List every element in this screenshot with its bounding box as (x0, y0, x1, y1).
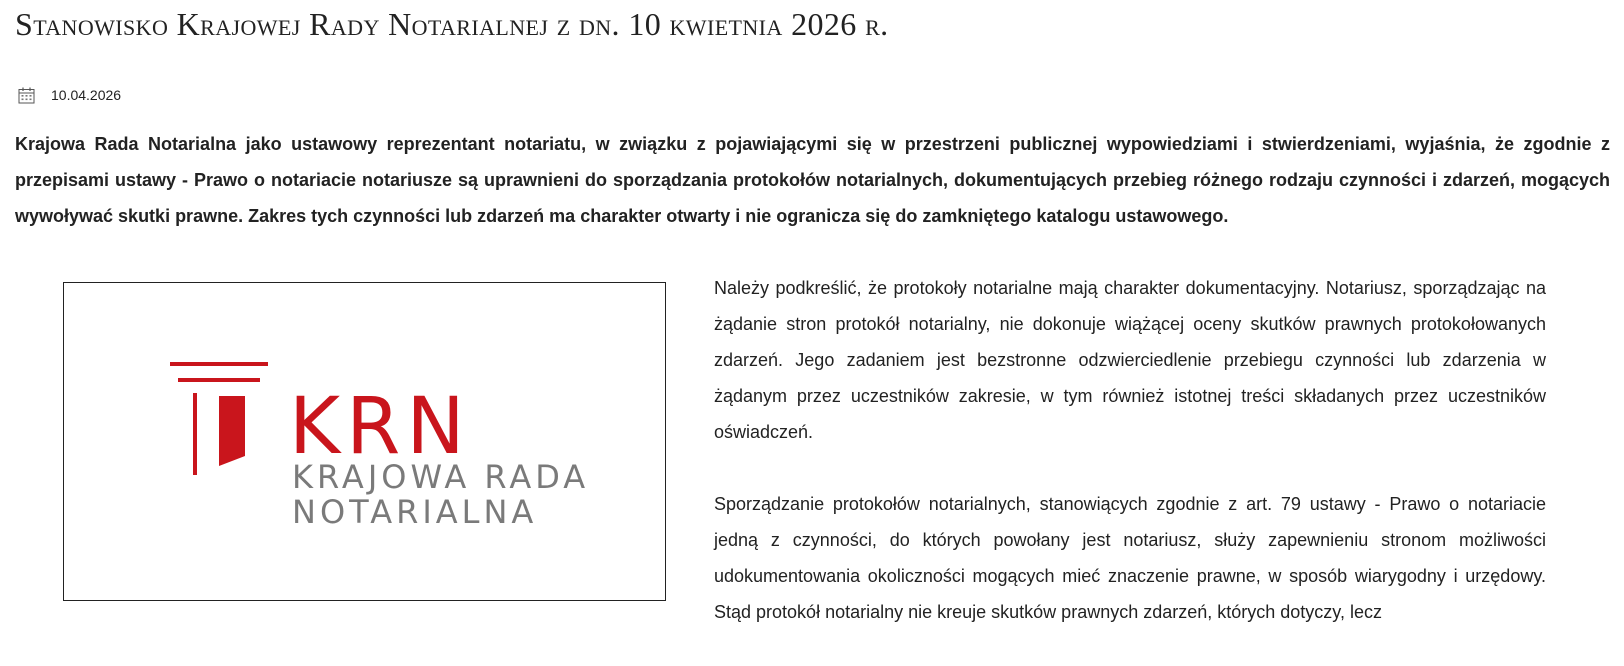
logo-line-1: KRAJOWA RADA (292, 458, 590, 496)
article-paragraph: Sporządzanie protokołów notarialnych, stanowiących zgodnie z art. 79 ustawy - Prawo o notariacie jedną z czynności, do których powołany jest notariusz, służy zapewnieniu stronom możliwości udokumentowania okoliczności mogących mieć znaczenie prawne, w sposób wiarygodny i urzędowy. Stąd protokół notarialny nie kreuje skutków prawnych zdarzeń, których dotyczy, lecz (714, 494, 1546, 622)
logo-letters: KRN (289, 382, 471, 472)
krn-logo-image (63, 282, 666, 601)
krn-logo (64, 283, 665, 600)
article-date: 10.04.2026 (51, 87, 122, 103)
logo-line-2: NOTARIALNA (292, 493, 538, 531)
article-meta (18, 85, 121, 105)
article-body (714, 270, 1546, 666)
article-paragraph: Należy podkreślić, że protokoły notarialne mają charakter dokumentacyjny. Notariusz, sporządzając na żądanie stron protokół notarialny, nie dokonuje wiążącej oceny skutków prawnych protokołowanych zdarzeń. Jego zadaniem jest bezstronne odzwierciedlenie przebiegu czynności lub zdarzenia w żądanym przez uczestników zakresie, w tym również istotnej treści składanych przez uczestników oświadczeń. (714, 278, 1546, 442)
article-lead: Krajowa Rada Notarialna jako ustawowy reprezentant notariatu, w związku z pojawiającymi się w przestrzeni publicznej wypowiedziami i stwierdzeniami, wyjaśnia, że zgodnie z przepisami ustawy - Prawo o notariacie notariusze są uprawnieni do sporządzania protokołów notarialnych, dokumentujących przebieg różnego rodzaju czynności i zdarzeń, mogących wywoływać skutki prawne. Zakres tych czynności lub zdarzeń ma charakter otwarty i nie ogranicza się do zamkniętego katalogu ustawowego. (15, 134, 1610, 226)
article (15, 0, 1610, 658)
article-title: Stanowisko Krajowej Rady Notarialnej z dn. 10 kwietnia 2026 r. (15, 6, 889, 42)
calendar-icon (18, 87, 35, 104)
pillar-logo-icon (170, 362, 268, 475)
